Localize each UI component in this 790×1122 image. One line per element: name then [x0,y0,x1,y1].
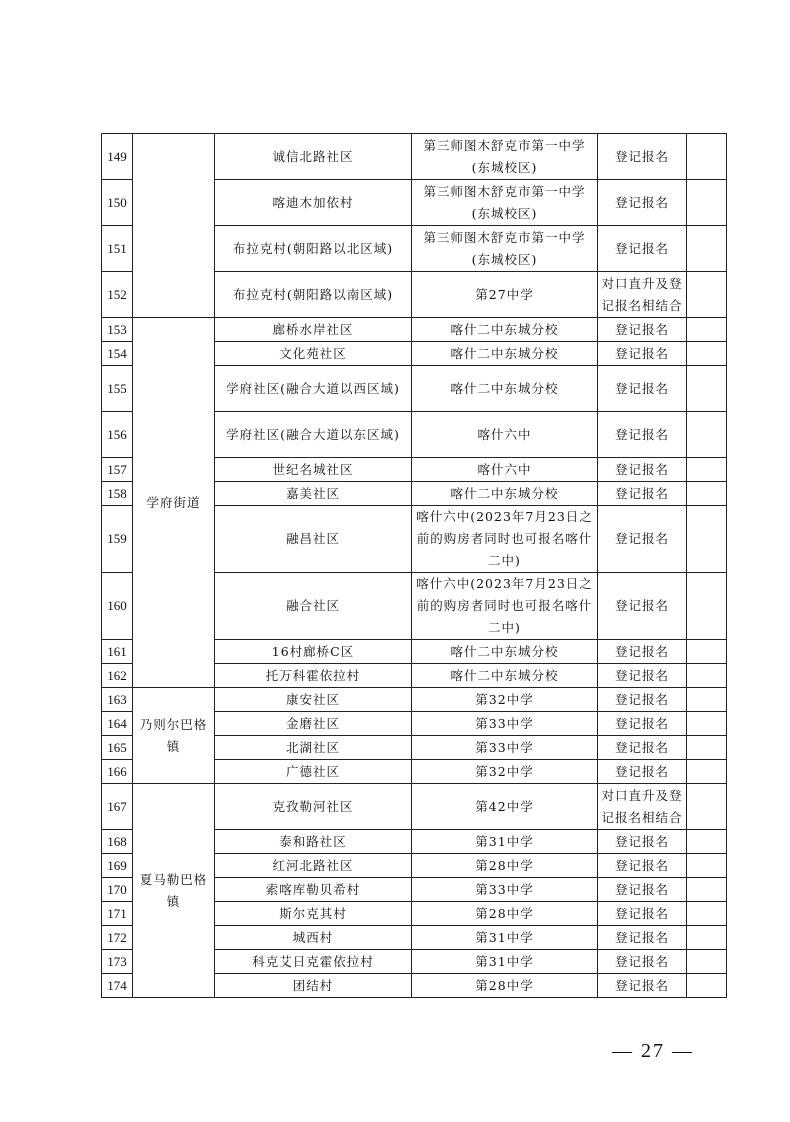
remark-cell [687,760,727,784]
school-cell: 第28中学 [412,854,598,878]
method-cell: 登记报名 [598,664,687,688]
community-cell: 康安社区 [215,688,412,712]
school-cell: 喀什六中 [412,458,598,482]
school-cell: 第42中学 [412,784,598,830]
remark-cell [687,342,727,366]
community-cell: 红河北路社区 [215,854,412,878]
school-cell: 喀什二中东城分校 [412,664,598,688]
school-cell: 第28中学 [412,902,598,926]
remark-cell [687,736,727,760]
school-cell: 第33中学 [412,736,598,760]
method-cell: 登记报名 [598,950,687,974]
school-cell: 第27中学 [412,272,598,318]
method-cell: 登记报名 [598,688,687,712]
row-number: 158 [102,482,133,506]
community-cell: 布拉克村(朝阳路以南区域) [215,272,412,318]
remark-cell [687,902,727,926]
community-cell: 团结村 [215,974,412,998]
row-number: 166 [102,760,133,784]
community-cell: 布拉克村(朝阳路以北区域) [215,226,412,272]
remark-cell [687,226,727,272]
remark-cell [687,134,727,180]
row-number: 150 [102,180,133,226]
method-cell: 登记报名 [598,902,687,926]
row-number: 168 [102,830,133,854]
community-cell: 托万科霍依拉村 [215,664,412,688]
method-cell: 登记报名 [598,712,687,736]
community-cell: 城西村 [215,926,412,950]
page-number: — 27 — [612,1040,694,1062]
school-cell: 第31中学 [412,950,598,974]
street-cell: 学府街道 [133,318,215,688]
method-cell: 登记报名 [598,412,687,458]
school-cell: 第三师图木舒克市第一中学(东城校区) [412,134,598,180]
school-cell: 喀什二中东城分校 [412,640,598,664]
method-cell: 登记报名 [598,458,687,482]
remark-cell [687,688,727,712]
remark-cell [687,640,727,664]
row-number: 154 [102,342,133,366]
method-cell: 登记报名 [598,854,687,878]
table-row [102,134,727,180]
school-cell: 第32中学 [412,760,598,784]
school-cell: 第33中学 [412,712,598,736]
row-number: 171 [102,902,133,926]
row-number: 169 [102,854,133,878]
community-cell: 泰和路社区 [215,830,412,854]
enrollment-table [101,133,727,998]
community-cell: 世纪名城社区 [215,458,412,482]
remark-cell [687,573,727,640]
school-cell: 喀什六中(2023年7月23日之前的购房者同时也可报名喀什二中) [412,506,598,573]
row-number: 165 [102,736,133,760]
school-cell: 第31中学 [412,830,598,854]
row-number: 173 [102,950,133,974]
row-number: 149 [102,134,133,180]
remark-cell [687,950,727,974]
community-cell: 嘉美社区 [215,482,412,506]
method-cell: 登记报名 [598,926,687,950]
remark-cell [687,272,727,318]
school-cell: 第28中学 [412,974,598,998]
school-cell: 第32中学 [412,688,598,712]
school-cell: 喀什二中东城分校 [412,366,598,412]
remark-cell [687,854,727,878]
method-cell: 对口直升及登记报名相结合 [598,272,687,318]
table-row [102,784,727,830]
remark-cell [687,180,727,226]
method-cell: 对口直升及登记报名相结合 [598,784,687,830]
school-cell: 第33中学 [412,878,598,902]
row-number: 157 [102,458,133,482]
school-cell: 喀什六中 [412,412,598,458]
row-number: 151 [102,226,133,272]
school-cell: 第31中学 [412,926,598,950]
school-cell: 喀什六中(2023年7月23日之前的购房者同时也可报名喀什二中) [412,573,598,640]
method-cell: 登记报名 [598,134,687,180]
method-cell: 登记报名 [598,573,687,640]
remark-cell [687,458,727,482]
remark-cell [687,318,727,342]
remark-cell [687,830,727,854]
remark-cell [687,482,727,506]
method-cell: 登记报名 [598,482,687,506]
community-cell: 广德社区 [215,760,412,784]
community-cell: 科克艾日克霍依拉村 [215,950,412,974]
school-cell: 第三师图木舒克市第一中学(东城校区) [412,180,598,226]
row-number: 163 [102,688,133,712]
street-cell: 乃则尔巴格镇 [133,688,215,784]
community-cell: 喀迪木加依村 [215,180,412,226]
row-number: 152 [102,272,133,318]
method-cell: 登记报名 [598,342,687,366]
community-cell: 融合社区 [215,573,412,640]
street-cell [133,134,215,318]
table-row [102,688,727,712]
row-number: 162 [102,664,133,688]
school-cell: 喀什二中东城分校 [412,342,598,366]
community-cell: 学府社区(融合大道以西区域) [215,366,412,412]
method-cell: 登记报名 [598,736,687,760]
community-cell: 斯尔克其村 [215,902,412,926]
school-cell: 第三师图木舒克市第一中学(东城校区) [412,226,598,272]
community-cell: 克孜勒河社区 [215,784,412,830]
method-cell: 登记报名 [598,318,687,342]
community-cell: 廊桥水岸社区 [215,318,412,342]
remark-cell [687,878,727,902]
school-cell: 喀什二中东城分校 [412,318,598,342]
method-cell: 登记报名 [598,640,687,664]
row-number: 153 [102,318,133,342]
method-cell: 登记报名 [598,180,687,226]
method-cell: 登记报名 [598,830,687,854]
row-number: 160 [102,573,133,640]
remark-cell [687,664,727,688]
remark-cell [687,926,727,950]
remark-cell [687,712,727,736]
method-cell: 登记报名 [598,974,687,998]
school-cell: 喀什二中东城分校 [412,482,598,506]
method-cell: 登记报名 [598,366,687,412]
community-cell: 诚信北路社区 [215,134,412,180]
remark-cell [687,784,727,830]
remark-cell [687,506,727,573]
community-cell: 索喀库勒贝希村 [215,878,412,902]
method-cell: 登记报名 [598,506,687,573]
remark-cell [687,412,727,458]
community-cell: 16村廊桥C区 [215,640,412,664]
method-cell: 登记报名 [598,760,687,784]
row-number: 170 [102,878,133,902]
community-cell: 北湖社区 [215,736,412,760]
row-number: 161 [102,640,133,664]
row-number: 167 [102,784,133,830]
row-number: 159 [102,506,133,573]
street-cell: 夏马勒巴格镇 [133,784,215,998]
method-cell: 登记报名 [598,226,687,272]
remark-cell [687,366,727,412]
row-number: 174 [102,974,133,998]
row-number: 155 [102,366,133,412]
row-number: 164 [102,712,133,736]
community-cell: 文化苑社区 [215,342,412,366]
community-cell: 融昌社区 [215,506,412,573]
community-cell: 金磨社区 [215,712,412,736]
community-cell: 学府社区(融合大道以东区域) [215,412,412,458]
row-number: 156 [102,412,133,458]
row-number: 172 [102,926,133,950]
table-row [102,318,727,342]
method-cell: 登记报名 [598,878,687,902]
remark-cell [687,974,727,998]
